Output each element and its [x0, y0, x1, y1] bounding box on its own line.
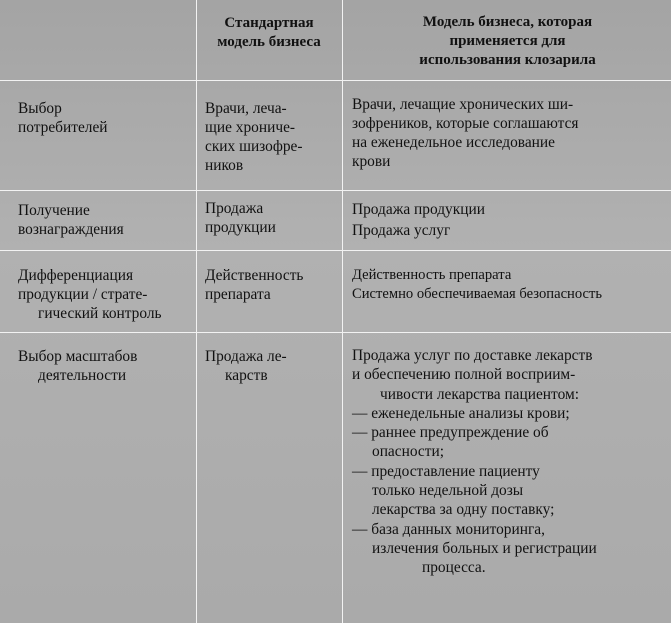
row-standard-customer-selection: Врачи, леча- щие хрониче- ских шизофре- ников — [205, 100, 303, 174]
row-standard-scope: Продажа ле- карств — [205, 348, 287, 384]
row-label-differentiation: Дифференциация продукции / страте- гический контроль — [18, 267, 162, 322]
row-standard-differentiation: Действенность препарата — [205, 267, 304, 303]
row-divider-1 — [0, 190, 671, 191]
row-divider-2 — [0, 250, 671, 251]
row-standard-value-capture: Продажа продукции — [205, 200, 276, 236]
row-label-customer-selection: Выбор потребителей — [18, 100, 108, 136]
row-label-value-capture: Получение вознаграждения — [18, 202, 124, 238]
header-standard-model: Стандартная модель бизнеса — [217, 15, 321, 50]
row-clozaril-value-capture: Продажа продукции Продажа услуг — [352, 201, 485, 239]
row-label-scope: Выбор масштабов деятельности — [18, 348, 138, 384]
row-divider-3 — [0, 332, 671, 333]
column-divider-1 — [196, 0, 197, 623]
row-clozaril-differentiation: Действенность препарата Системно обеспечиваемая безопасность — [352, 267, 603, 302]
row-clozaril-scope: Продажа услуг по доставке лекарств и обеспечению полной восприим- чивости лекарства пациентом: — еженедельные анализы крови; — раннее предупреждение об опасности; — предоставление пациенту только недельной дозы лекарства за одну поставку; — база данных мониторинга, излечения больных и регистрации процесса. — [352, 347, 597, 577]
row-divider-header — [0, 80, 671, 81]
header-clozaril-model: Модель бизнеса, которая применяется для использования клозарила — [419, 14, 596, 68]
column-divider-2 — [342, 0, 343, 623]
row-clozaril-customer-selection: Врачи, лечащие хронических ши- зофреников, которые соглашаются на еженедельное исследование крови — [352, 96, 579, 170]
